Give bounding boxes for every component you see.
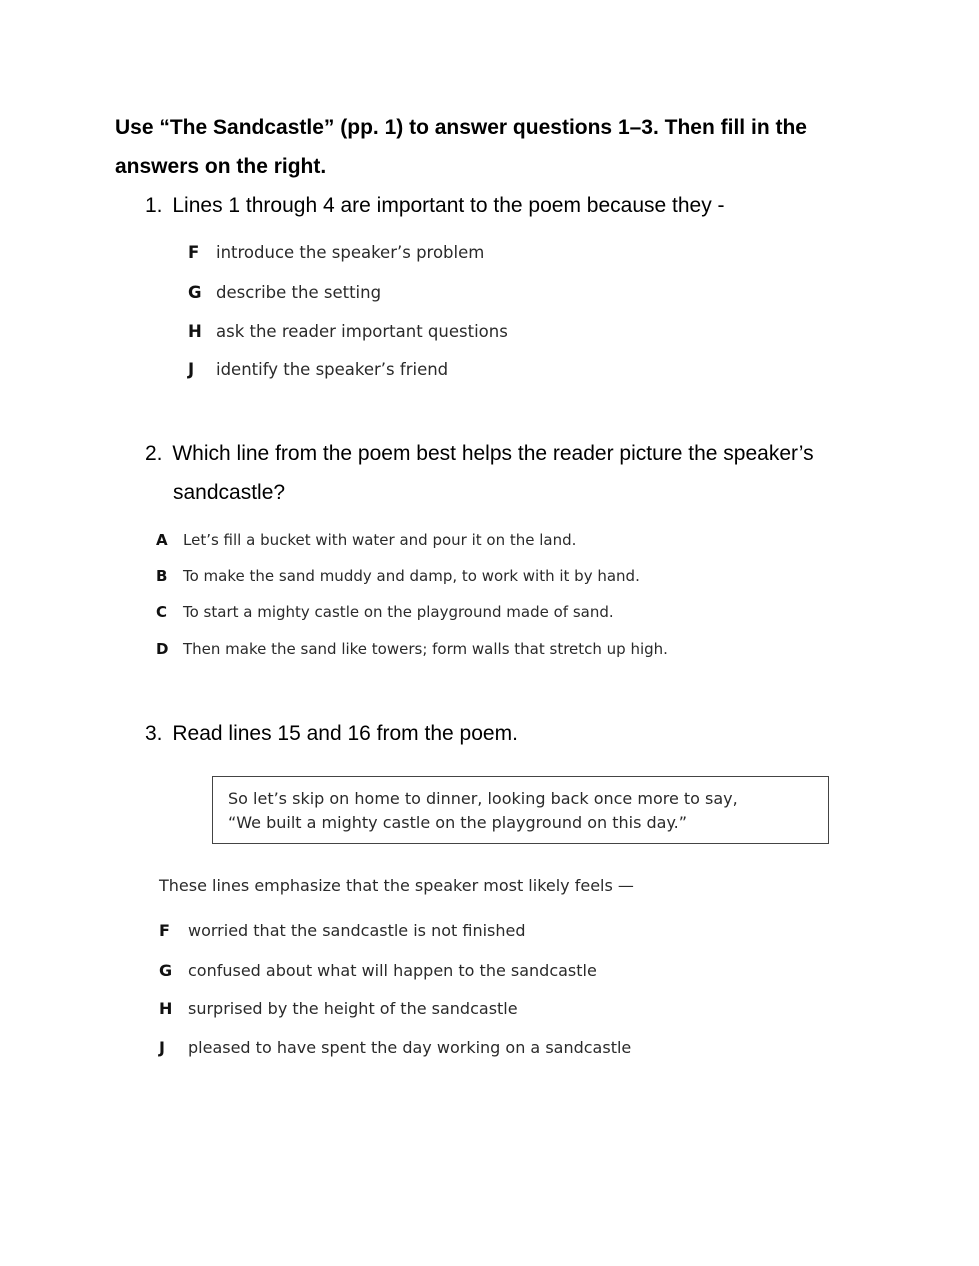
option-letter: D	[156, 640, 169, 658]
option-letter: J	[159, 1038, 165, 1057]
option-text: confused about what will happen to the sandcastle	[188, 961, 597, 980]
question-number: 2.	[145, 442, 163, 465]
poem-excerpt-box	[212, 776, 829, 844]
option-letter: A	[156, 531, 168, 549]
option-letter: H	[188, 322, 202, 341]
question-number: 1.	[145, 194, 163, 217]
option-letter: F	[159, 921, 170, 940]
option-text: To start a mighty castle on the playground made of sand.	[183, 603, 614, 621]
option-letter: B	[156, 567, 168, 585]
question-text: Lines 1 through 4 are important to the poem because they -	[172, 194, 725, 217]
answer-option[interactable]	[188, 360, 448, 379]
excerpt-line-2: “We built a mighty castle on the playground on this day.”	[228, 813, 688, 832]
answer-option[interactable]	[188, 322, 508, 341]
answer-option[interactable]	[156, 640, 668, 658]
option-text: introduce the speaker’s problem	[216, 243, 485, 262]
answer-option[interactable]	[159, 1038, 631, 1057]
question-text: Which line from the poem best helps the reader picture the speaker’s	[172, 442, 814, 465]
option-text: identify the speaker’s friend	[216, 360, 449, 379]
question-text-continued: sandcastle?	[173, 481, 286, 504]
option-text: worried that the sandcastle is not finished	[188, 921, 526, 940]
option-letter: F	[188, 243, 200, 262]
option-text: pleased to have spent the day working on a sandcastle	[188, 1038, 632, 1057]
answer-option[interactable]	[156, 603, 614, 621]
question-2	[145, 442, 814, 466]
answer-option[interactable]	[159, 999, 518, 1018]
option-letter: G	[188, 283, 202, 302]
answer-option[interactable]	[188, 283, 381, 302]
instructions-line-2: answers on the right.	[115, 155, 327, 178]
option-letter: G	[159, 961, 173, 980]
answer-option[interactable]	[188, 243, 484, 262]
question-text: Read lines 15 and 16 from the poem.	[172, 722, 518, 745]
excerpt-line-1: So let’s skip on home to dinner, looking back once more to say,	[228, 789, 738, 808]
option-letter: C	[156, 603, 168, 621]
question-stem: These lines emphasize that the speaker most likely feels —	[159, 876, 634, 895]
option-text: surprised by the height of the sandcastle	[188, 999, 518, 1018]
option-text: Then make the sand like towers; form walls that stretch up high.	[183, 640, 668, 658]
option-text: ask the reader important questions	[216, 322, 508, 341]
option-text: To make the sand muddy and damp, to work with it by hand.	[183, 567, 640, 585]
answer-option[interactable]	[156, 567, 640, 585]
question-3	[145, 722, 518, 746]
answer-option[interactable]	[159, 921, 526, 940]
question-1	[145, 194, 725, 218]
answer-option[interactable]	[159, 961, 597, 980]
option-letter: H	[159, 999, 173, 1018]
answer-option[interactable]	[156, 531, 576, 549]
question-number: 3.	[145, 722, 163, 745]
option-text: Let’s fill a bucket with water and pour it on the land.	[183, 531, 577, 549]
option-letter: J	[188, 360, 195, 379]
instructions-line-1: Use “The Sandcastle” (pp. 1) to answer questions 1–3. Then fill in the	[115, 116, 807, 139]
option-text: describe the setting	[216, 283, 382, 302]
